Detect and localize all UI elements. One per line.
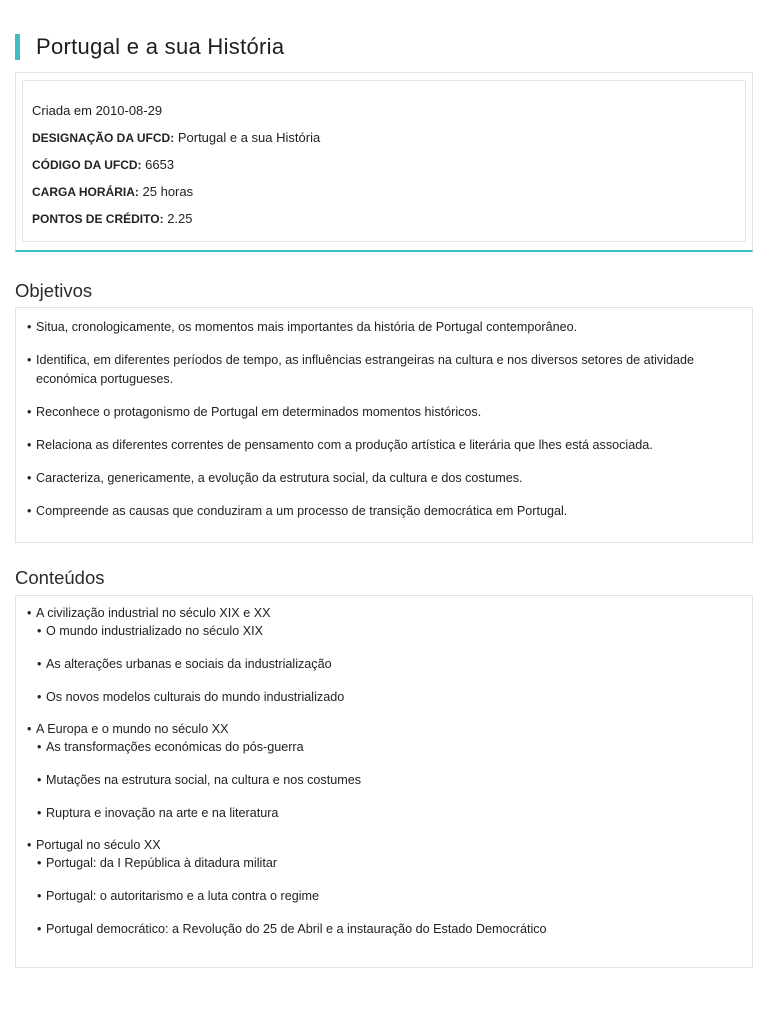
info-card <box>15 72 753 252</box>
content-subtopic <box>27 738 740 756</box>
content-subtopic-text: Ruptura e inovação na arte e na literatura <box>46 806 279 820</box>
objetivos-heading: Objetivos <box>15 280 93 301</box>
list-item <box>27 351 740 389</box>
info-row-designacao <box>32 130 745 146</box>
content-subtopic-text: Portugal: o autoritarismo e a luta contra o regime <box>46 889 320 903</box>
bullet-icon: • <box>37 690 42 704</box>
info-row-pontos <box>32 211 745 227</box>
bullet-icon: • <box>37 773 42 787</box>
content-topic-text: A civilização industrial no século XIX e XX <box>36 606 271 620</box>
content-group <box>27 836 740 938</box>
conteudos-heading: Conteúdos <box>15 567 105 588</box>
info-row-carga <box>32 184 745 200</box>
bullet-icon: • <box>37 740 42 754</box>
list-item-text: Relaciona as diferentes correntes de pensamento com a produção artística e literária que lhes está associada. <box>36 438 653 452</box>
bullet-icon: • <box>27 320 32 334</box>
bullet-icon: • <box>37 624 42 638</box>
bullet-icon: • <box>27 722 32 736</box>
bullet-icon: • <box>27 606 32 620</box>
content-subtopic-text: Portugal: da I República à ditadura militar <box>46 856 278 870</box>
info-value: Portugal e a sua História <box>177 130 321 145</box>
bullet-icon: • <box>37 922 42 936</box>
list-item <box>27 502 740 521</box>
content-subtopic-text: As transformações económicas do pós-guerra <box>46 740 304 754</box>
content-topic-text: A Europa e o mundo no século XX <box>36 722 229 736</box>
list-item-text: Situa, cronologicamente, os momentos mais importantes da história de Portugal contemporâneo. <box>36 320 578 334</box>
objetivos-list <box>15 307 753 543</box>
created-date: Criada em 2010-08-29 <box>32 103 163 118</box>
content-group <box>27 720 740 822</box>
bullet-icon: • <box>27 471 32 485</box>
bullet-icon: • <box>27 838 32 852</box>
list-item-text: Identifica, em diferentes períodos de tempo, as influências estrangeiras na cultura e nos diversos setores de atividade económica portugueses. <box>36 353 695 386</box>
list-item-text: Caracteriza, genericamente, a evolução da estrutura social, da cultura e dos costumes. <box>36 471 523 485</box>
content-subtopic-text: Mutações na estrutura social, na cultura e nos costumes <box>46 773 362 787</box>
bullet-icon: • <box>27 438 32 452</box>
content-topic-text: Portugal no século XX <box>36 838 161 852</box>
content-subtopic-text: As alterações urbanas e sociais da industrialização <box>46 657 332 671</box>
content-subtopic-text: Portugal democrático: a Revolução do 25 de Abril e a instauração do Estado Democrático <box>46 922 547 936</box>
page-title: Portugal e a sua História <box>36 34 285 59</box>
bullet-icon: • <box>37 889 42 903</box>
info-card-inner <box>22 80 746 242</box>
content-subtopic <box>27 804 740 822</box>
info-row-codigo <box>32 157 745 173</box>
content-topic <box>27 604 740 622</box>
bullet-icon: • <box>37 856 42 870</box>
content-group <box>27 604 740 706</box>
content-subtopic <box>27 771 740 789</box>
bullet-icon: • <box>27 504 32 518</box>
content-topic <box>27 720 740 738</box>
page-header <box>15 34 284 60</box>
bullet-icon: • <box>37 806 42 820</box>
content-topic <box>27 836 740 854</box>
info-value: 25 horas <box>142 184 194 199</box>
info-value: 6653 <box>145 157 175 172</box>
info-key: DESIGNAÇÃO DA UFCD: <box>32 131 175 145</box>
content-subtopic-text: O mundo industrializado no século XIX <box>46 624 264 638</box>
content-subtopic <box>27 688 740 706</box>
list-item-text: Compreende as causas que conduziram a um processo de transição democrática em Portugal. <box>36 504 568 518</box>
list-item <box>27 318 740 337</box>
bullet-icon: • <box>37 657 42 671</box>
bullet-icon: • <box>27 405 32 419</box>
list-item <box>27 403 740 422</box>
content-subtopic <box>27 655 740 673</box>
content-subtopic <box>27 622 740 640</box>
list-item <box>27 436 740 455</box>
title-accent-bar <box>15 34 20 60</box>
content-subtopic-text: Os novos modelos culturais do mundo industrializado <box>46 690 345 704</box>
bullet-icon: • <box>27 353 32 367</box>
list-item <box>27 469 740 488</box>
content-subtopic <box>27 920 740 938</box>
info-key: CARGA HORÁRIA: <box>32 185 139 199</box>
content-subtopic <box>27 887 740 905</box>
conteudos-list <box>15 595 753 968</box>
info-key: CÓDIGO DA UFCD: <box>32 158 142 172</box>
content-subtopic <box>27 854 740 872</box>
info-value: 2.25 <box>167 211 193 226</box>
info-key: PONTOS DE CRÉDITO: <box>32 212 164 226</box>
list-item-text: Reconhece o protagonismo de Portugal em determinados momentos históricos. <box>36 405 482 419</box>
